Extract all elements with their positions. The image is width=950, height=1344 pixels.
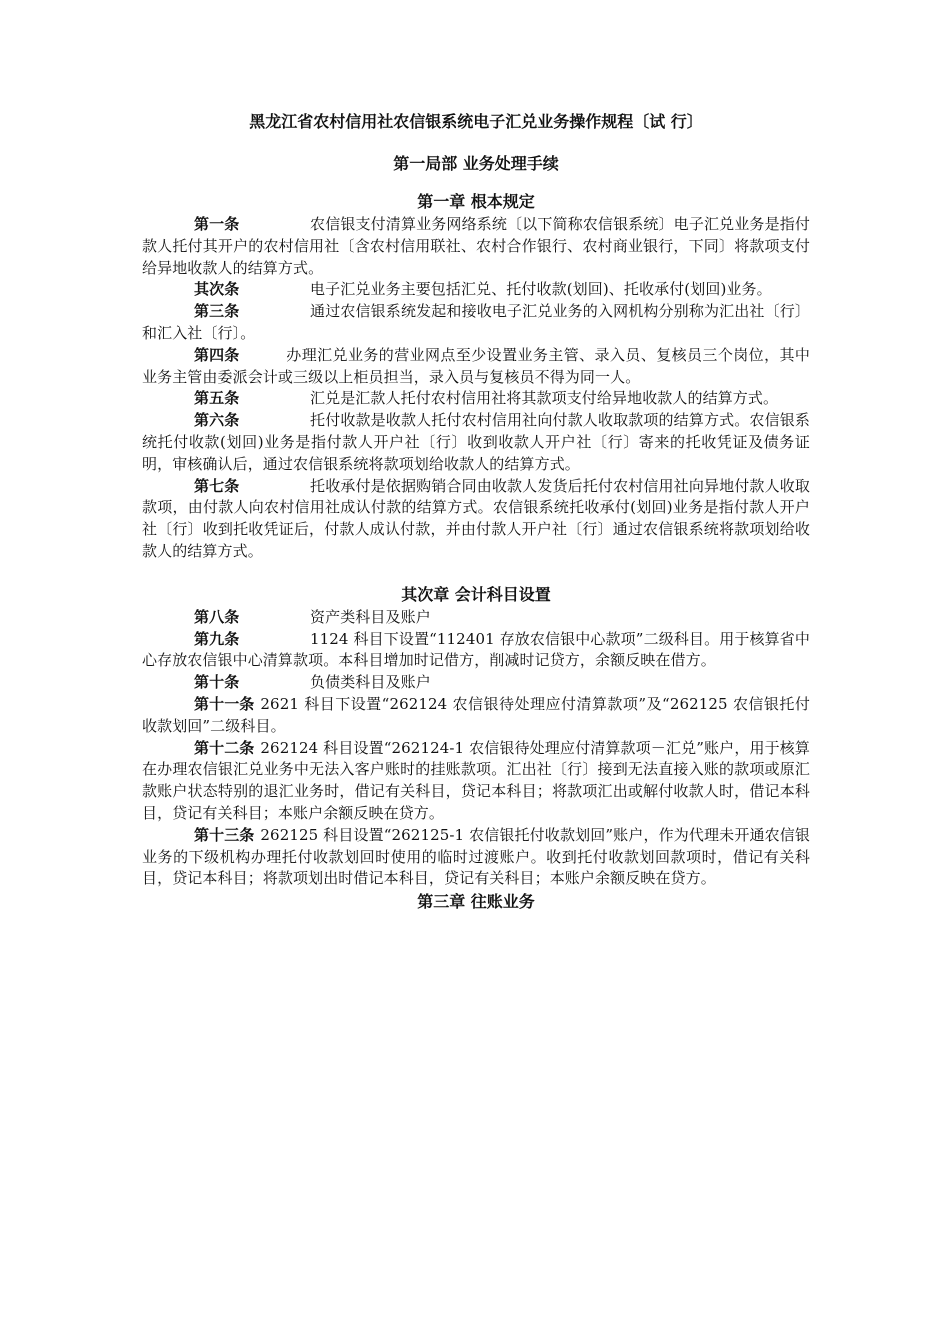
article-label: 第六条 <box>194 411 240 430</box>
article-label: 第四条 <box>194 345 240 364</box>
article-text: 汇兑是汇款人托付农村信用社将其款项支付给异地收款人的结算方式。 <box>310 389 779 408</box>
article-text: 办理汇兑业务的营业网点至少设置业务主管、录入员、复核员三个岗位，其中业务主管由委派会计或三级以上柜员担当，录入员与复核员不得为同一人。 <box>142 345 810 386</box>
article-label: 第三条 <box>194 302 240 321</box>
article <box>142 629 810 673</box>
article-label: 第八条 <box>194 607 240 626</box>
chapter-title: 其次章 会计科目设置 <box>401 584 551 604</box>
article <box>142 694 810 738</box>
article-label: 第十一条 <box>194 694 255 713</box>
article-text: 托收承付是依据购销合同由收款人发货后托付农村信用社向异地付款人收取款项，由付款人向农村信用社成认付款的结算方式。农信银系统托收承付(划回)业务是指付款人开户社〔行〕收到托收凭证后，付款人成认付款，并由付款人开户社〔行〕通过农信银系统将款项划给收款人的结算方式。 <box>142 476 810 560</box>
article <box>142 279 810 301</box>
chapter-title: 第一章 根本规定 <box>417 192 535 211</box>
article-text: 农信银支付清算业务网络系统〔以下简称农信银系统〕电子汇兑业务是指付款人托付其开户的农村信用社〔含农村信用联社、农村合作银行、农村商业银行，下同〕将款项支付给异地收款人的结算方式。 <box>142 215 810 277</box>
article <box>142 301 810 345</box>
article <box>142 738 810 825</box>
article-text: 2621 科目下设置“262124 农信银待处理应付清算款项”及“262125 农信银托付收款划回”二级科目。 <box>142 694 810 735</box>
article <box>142 388 810 410</box>
document-page <box>142 110 810 914</box>
part-title: 第一局部 业务处理手续 <box>393 154 559 173</box>
document-title: 黑龙江省农村信用社农信银系统电子汇兑业务操作规程〔试 行〕 <box>249 112 703 131</box>
article-text: 通过农信银系统发起和接收电子汇兑业务的入网机构分别称为汇出社〔行〕和汇入社〔行〕。 <box>142 302 810 342</box>
article-label: 第五条 <box>194 389 240 408</box>
article-text: 262125 科目设置“262125-1 农信银托付收款划回”账户，作为代理未开通农信银业务的下级机构办理托付收款划回时使用的临时过渡账户。收到托付收款划回款项时，借记有关科目，贷记本科目；将款项划出时借记本科目，贷记有关科目；本账户余额反映在贷方。 <box>142 825 810 888</box>
chapter-title: 第三章 往账业务 <box>417 892 535 912</box>
article-label: 第十三条 <box>194 825 255 844</box>
article-label: 第一条 <box>194 215 240 233</box>
article-text: 电子汇兑业务主要包括汇兑、托付收款(划回)、托收承付(划回)业务。 <box>310 280 772 299</box>
article-text: 负债类科目及账户 <box>310 673 431 692</box>
article-label: 第九条 <box>194 629 240 648</box>
article <box>142 607 810 629</box>
article-text: 262124 科目设置“262124-1 农信银待处理应付清算款项－汇兑”账户，用于核算在办理农信银汇兑业务中无法入客户账时的挂账款项。汇出社〔行〕接到无法直接入账的款项或原汇款账户状态特别的退汇业务时，借记有关科目，贷记本科目；将款项汇出或解付收款人时，借记本科目，贷记有关科目；本账户余额反映在贷方。 <box>142 738 810 822</box>
article <box>142 476 810 563</box>
article-text: 托付收款是收款人托付农村信用社向付款人收取款项的结算方式。农信银系统托付收款(划回)业务是指付款人开户社〔行〕收到收款人开户社〔行〕寄来的托收凭证及债务证明，审核确认后，通过农信银系统将款项划给收款人的结算方式。 <box>142 411 810 473</box>
article <box>142 214 810 279</box>
article <box>142 345 810 389</box>
article-text: 资产类科目及账户 <box>310 607 431 626</box>
article-label: 其次条 <box>194 280 240 299</box>
article-label: 第七条 <box>194 476 240 495</box>
article <box>142 825 810 890</box>
article <box>142 410 810 475</box>
article-label: 第十二条 <box>194 738 255 757</box>
article-text: 1124 科目下设置“112401 存放农信银中心款项”二级科目。用于核算省中心存放农信银中心清算款项。本科目增加时记借方，削减时记贷方，余额反映在借方。 <box>142 629 810 670</box>
article <box>142 672 810 694</box>
article-label: 第十条 <box>194 673 240 692</box>
